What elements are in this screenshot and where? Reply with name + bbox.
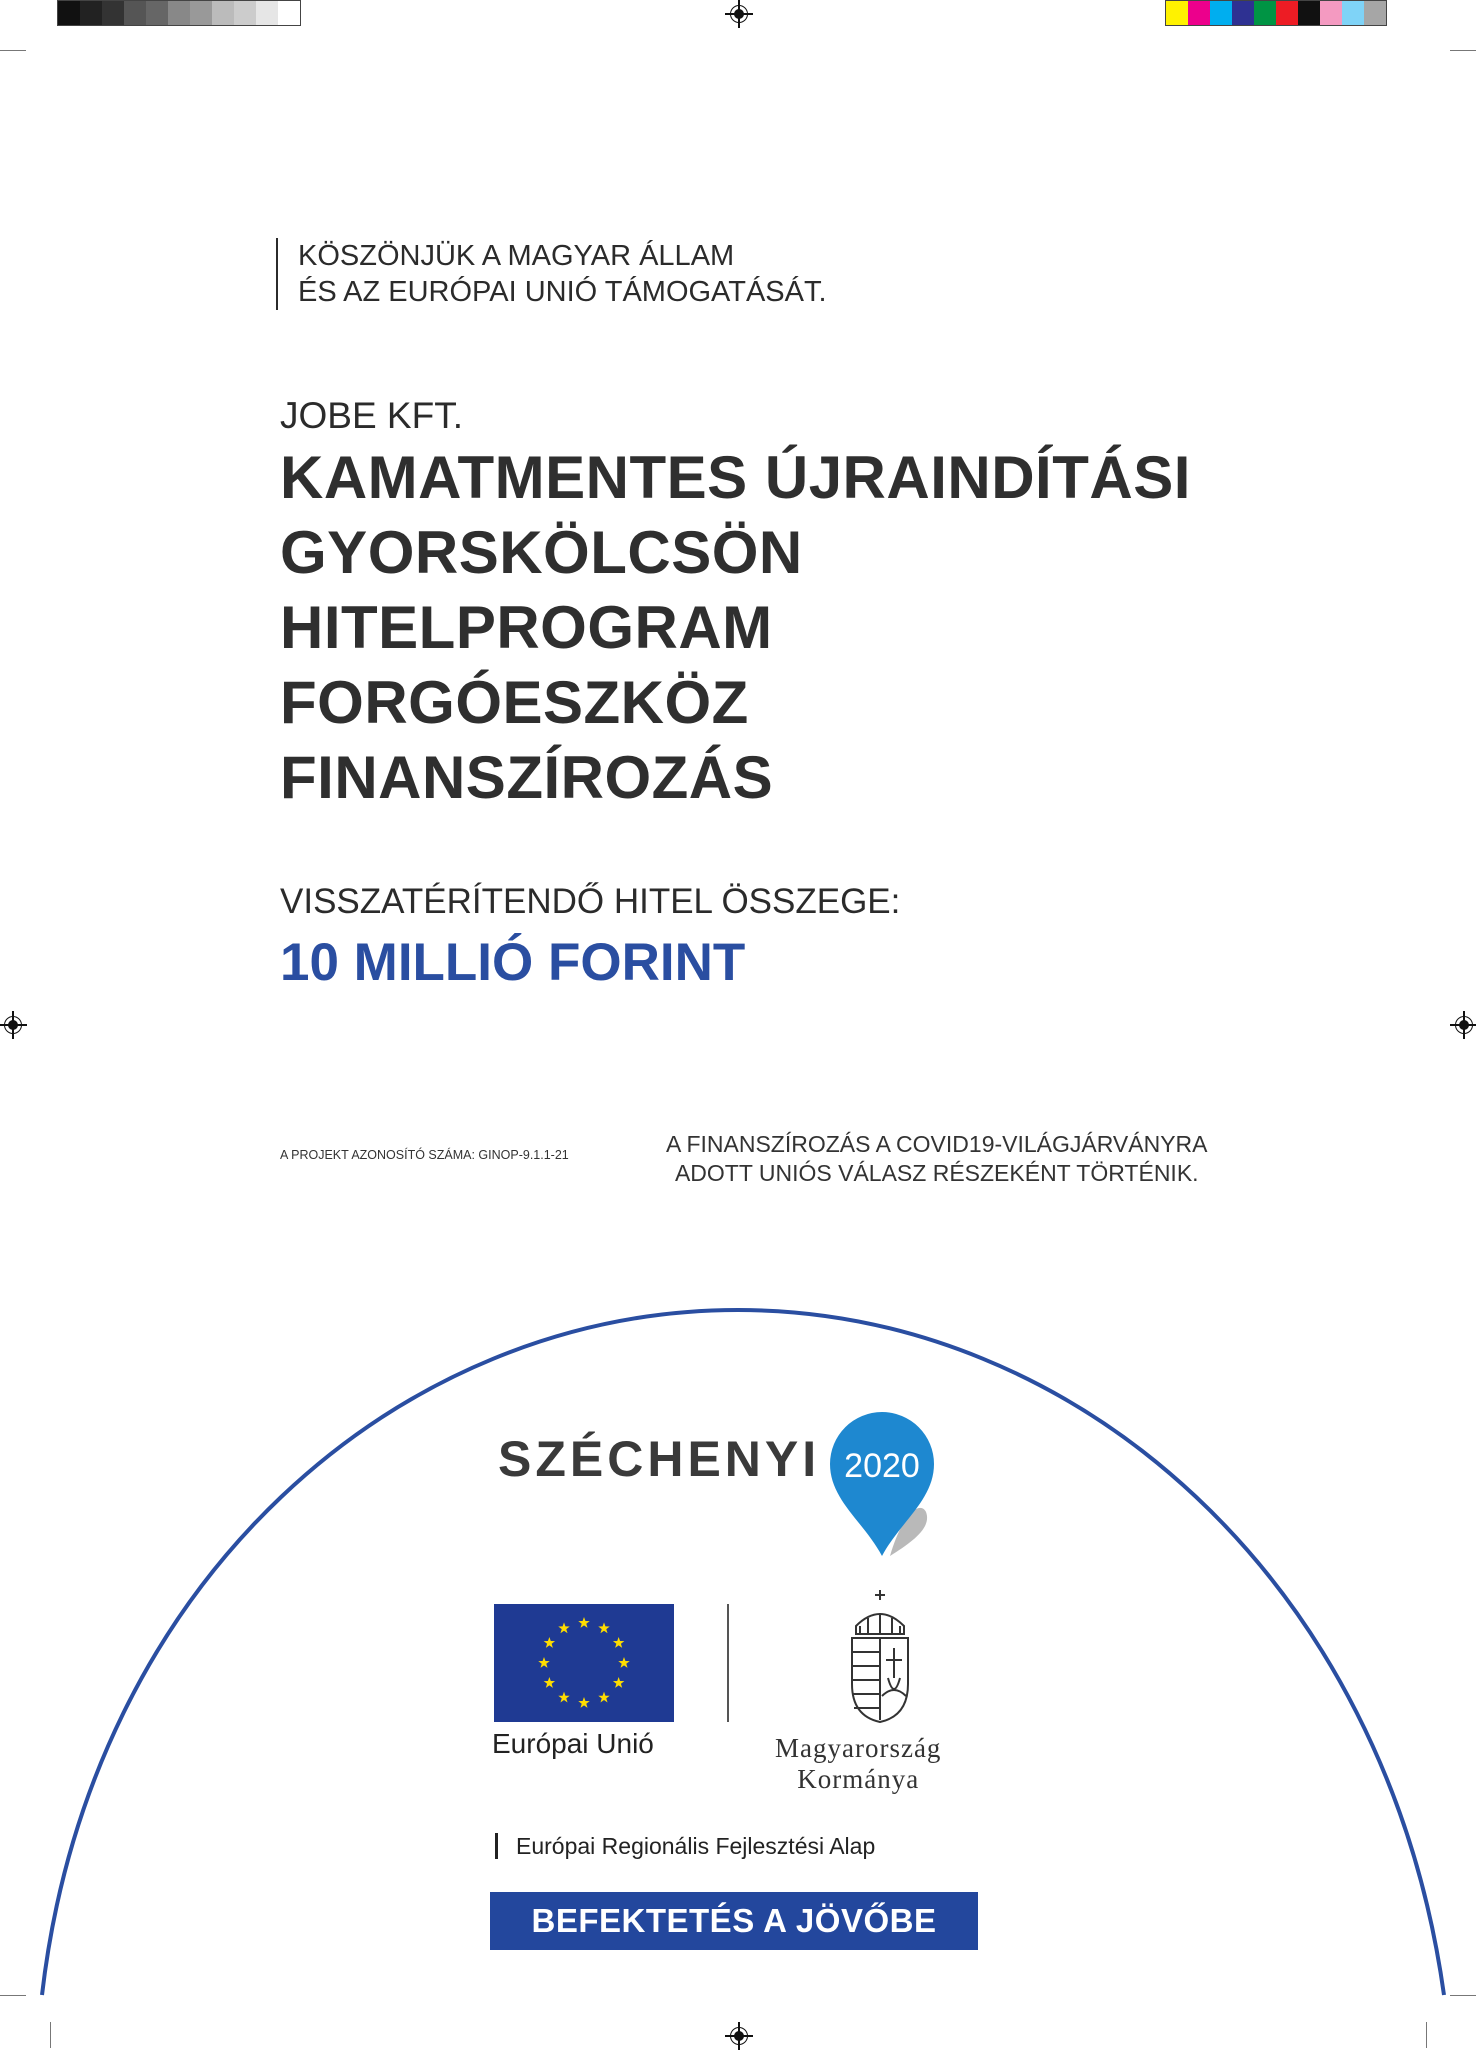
eu-star — [558, 1622, 569, 1633]
thanks-line-2: ÉS AZ EURÓPAI UNIÓ TÁMOGATÁSÁT. — [298, 276, 827, 308]
project-id: A PROJEKT AZONOSÍTÓ SZÁMA: GINOP-9.1.1-21 — [280, 1148, 569, 1162]
hungarian-coat-of-arms-icon — [842, 1588, 918, 1724]
hu-gov-line-1: Magyarország — [775, 1733, 942, 1763]
hungarian-government-label — [775, 1733, 941, 1795]
location-pin-icon — [820, 1404, 944, 1560]
slogan-banner: BEFEKTETÉS A JÖVŐBE — [490, 1892, 978, 1950]
eu-label: Európai Unió — [492, 1728, 654, 1759]
eu-star — [598, 1622, 609, 1633]
szechenyi-year: 2020 — [844, 1447, 920, 1485]
eu-star — [544, 1637, 555, 1648]
amount-value: 10 MILLIÓ FORINT — [280, 933, 746, 992]
eu-star — [613, 1637, 624, 1648]
hu-gov-line-2: Kormánya — [797, 1764, 920, 1794]
eu-star — [578, 1697, 589, 1708]
eu-star — [618, 1657, 629, 1668]
eu-flag — [494, 1604, 674, 1722]
eu-stars-icon — [494, 1604, 674, 1722]
thanks-line-1: KÖSZÖNJÜK A MAGYAR ÁLLAM — [298, 240, 735, 272]
covid-line-1: A FINANSZÍROZÁS A COVID19-VILÁGJÁRVÁNYRA — [666, 1131, 1208, 1157]
eu-star — [544, 1677, 555, 1688]
eu-star — [598, 1692, 609, 1703]
eu-star — [558, 1692, 569, 1703]
company-name: JOBE KFT. — [280, 395, 463, 436]
szechenyi-wordmark: SZÉCHENYI — [498, 1431, 821, 1487]
eu-star — [538, 1657, 549, 1668]
title-line: FINANSZÍROZÁS — [280, 744, 774, 811]
fund-name: Európai Regionális Fejlesztési Alap — [495, 1833, 875, 1859]
title-line: HITELPROGRAM — [280, 594, 773, 661]
amount-label: VISSZATÉRÍTENDŐ HITEL ÖSSZEGE: — [280, 882, 901, 921]
title-line: GYORSKÖLCSÖN — [280, 519, 803, 586]
title-line: KAMATMENTES ÚJRAINDÍTÁSI — [280, 444, 1191, 511]
title-line: FORGÓESZKÖZ — [280, 669, 749, 736]
eu-star — [578, 1617, 589, 1628]
logo-divider — [727, 1604, 729, 1722]
covid-line-2: ADOTT UNIÓS VÁLASZ RÉSZEKÉNT TÖRTÉNIK. — [674, 1160, 1199, 1186]
eu-star — [613, 1677, 624, 1688]
